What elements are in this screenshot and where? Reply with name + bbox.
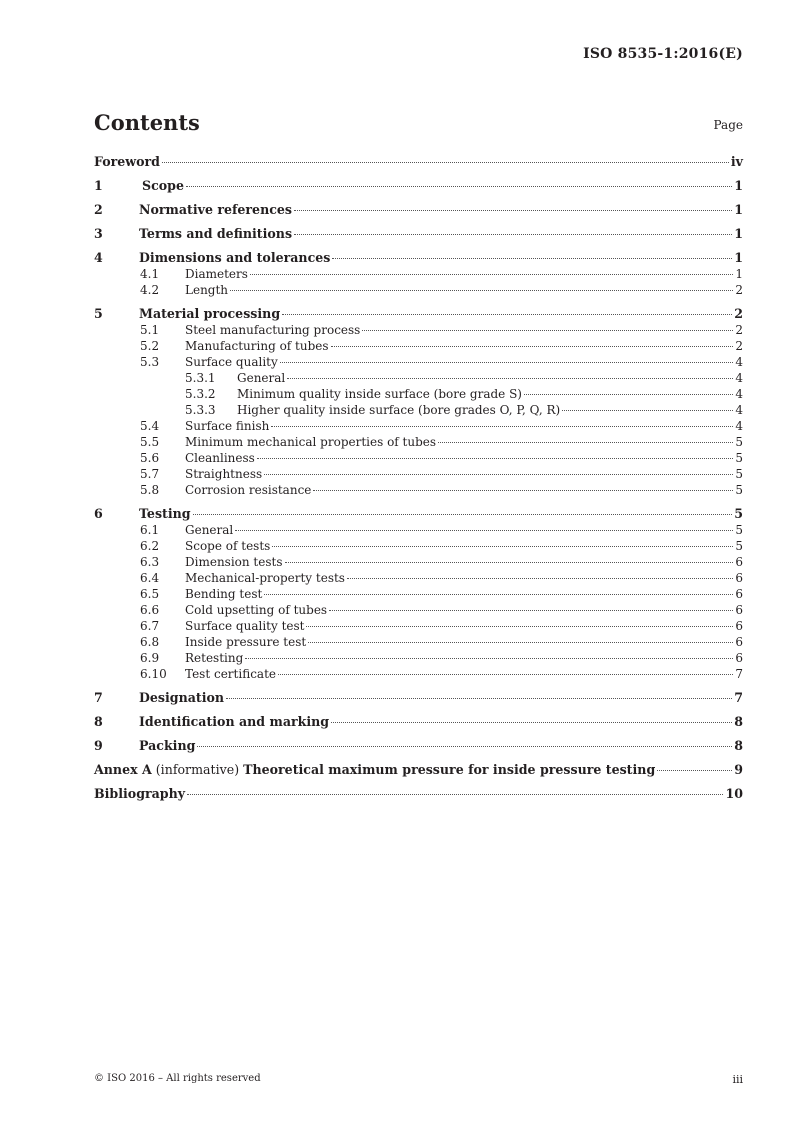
toc-label: Higher quality inside surface (bore grades O, P, Q, R) [237,403,561,417]
dot-leader [294,234,732,235]
toc-page: 6 [735,587,743,601]
toc-page: 1 [734,250,743,265]
toc-label: Material processing [139,306,281,321]
toc-number: 7 [94,690,103,705]
toc-page: 10 [725,786,743,801]
toc-page: 6 [735,571,743,585]
toc-entry-corrosion-resistance[interactable] [94,482,743,498]
toc-entry-identification-and-marking[interactable] [94,714,743,730]
toc-label: Test certificate [185,667,276,681]
toc-entry-diameters[interactable] [94,266,743,282]
toc-page: 5 [735,435,743,449]
dot-leader [362,330,733,331]
toc-label: Straightness [185,467,263,481]
toc-number: 3 [94,226,103,241]
toc-page: 6 [735,555,743,569]
toc-page: 5 [735,467,743,481]
toc-label: Designation [139,690,225,705]
toc-number: 6.10 [140,667,167,681]
toc-page: 5 [735,523,743,537]
dot-leader [278,674,733,675]
toc-entry-minimum-quality-inside-surface[interactable] [94,386,743,402]
toc-label: Minimum mechanical properties of tubes [185,435,437,449]
toc-label: Testing [139,506,191,521]
annex-prefix: Annex A [94,762,152,777]
dot-leader [438,442,733,443]
document-id: ISO 8535-1:2016(E) [583,46,743,62]
toc-entry-straightness[interactable] [94,466,743,482]
toc-number: 5.4 [140,419,160,433]
toc-page: 1 [734,202,743,217]
toc-entry-length[interactable] [94,282,743,298]
dot-leader [313,490,733,491]
toc-page: 2 [735,283,743,297]
toc-label: Terms and definitions [139,226,293,241]
toc-entry-material-processing[interactable] [94,306,743,322]
toc-label: Manufacturing of tubes [185,339,329,353]
toc-label: Mechanical-property tests [185,571,345,585]
toc-page: 8 [734,714,743,729]
toc-entry-steel-manufacturing-process[interactable] [94,322,743,338]
toc-number: 5.1 [140,323,160,337]
toc-label: Surface finish [185,419,270,433]
toc-entry-cleanliness[interactable] [94,450,743,466]
toc-entry-testing[interactable] [94,506,743,522]
toc-number: 6.6 [140,603,160,617]
toc-label: Length [185,283,229,297]
annex-note: (informative) [155,762,240,777]
dot-leader [287,378,733,379]
toc-number: 6.9 [140,651,160,665]
toc-label: Identification and marking [139,714,330,729]
toc-entry-scope[interactable] [94,178,743,194]
toc-page: iv [730,154,743,169]
dot-leader [657,770,732,771]
toc-page: 2 [734,306,743,321]
toc-number: 5.2 [140,339,160,353]
toc-number: 1 [94,178,103,193]
toc-page: 5 [735,483,743,497]
toc-label: Steel manufacturing process [185,323,361,337]
toc-page: 9 [734,762,743,777]
dot-leader [186,186,732,187]
toc-number: 9 [94,738,103,753]
toc-number: 5.3.3 [185,403,216,417]
toc-entry-packing[interactable] [94,738,743,754]
dot-leader [257,458,734,459]
toc-entry-scope-of-tests[interactable] [94,538,743,554]
dot-leader [308,642,733,643]
toc-page: 7 [735,667,743,681]
toc-entry-foreword[interactable] [94,154,743,170]
toc-page: 5 [735,451,743,465]
toc-entry-surface-quality[interactable] [94,354,743,370]
toc-page: 5 [734,506,743,521]
toc-label: General [185,523,234,537]
dot-leader [332,258,732,259]
dot-leader [331,722,732,723]
toc-number: 6.7 [140,619,160,633]
toc-label: Surface quality [185,355,278,369]
toc-label: Normative references [139,202,293,217]
toc-entry-bibliography[interactable] [94,786,743,802]
toc-entry-annex-a[interactable] [94,762,743,778]
dot-leader [264,594,733,595]
toc-label: Bibliography [94,786,186,801]
toc-number: 5.6 [140,451,160,465]
toc-entry-normative-references[interactable] [94,202,743,218]
toc-label: Inside pressure test [185,635,307,649]
toc-label: Cold upsetting of tubes [185,603,328,617]
dot-leader [524,394,733,395]
toc-page: 6 [735,651,743,665]
toc-entry-cold-upsetting[interactable] [94,602,743,618]
toc-number: 6.1 [140,523,160,537]
dot-leader [562,410,733,411]
toc-entry-surface-quality-general[interactable] [94,370,743,386]
toc-page: 7 [734,690,743,705]
toc-label: Diameters [185,267,248,281]
toc-page: 6 [735,619,743,633]
toc-page: 2 [735,339,743,353]
toc-page: 6 [735,603,743,617]
toc-entry-mechanical-property-tests[interactable] [94,570,743,586]
toc-entry-minimum-mechanical-properties[interactable] [94,434,743,450]
toc-page: 5 [735,539,743,553]
toc-label: Dimensions and tolerances [139,250,331,265]
dot-leader [306,626,733,627]
dot-leader [331,346,734,347]
toc-page: 4 [735,419,743,433]
toc-entry-bending-test[interactable] [94,586,743,602]
toc-label: Corrosion resistance [185,483,312,497]
toc-page: 1 [734,178,743,193]
dot-leader [282,314,732,315]
toc-number: 2 [94,202,103,217]
toc-entry-surface-finish[interactable] [94,418,743,434]
toc-page: 6 [735,635,743,649]
toc-label: Dimension tests [185,555,283,569]
dot-leader [271,426,733,427]
toc-entry-terms-and-definitions[interactable] [94,226,743,242]
footer-copyright: © ISO 2016 – All rights reserved [94,1073,261,1084]
toc-page: 2 [735,323,743,337]
dot-leader [347,578,733,579]
toc-number: 6.2 [140,539,160,553]
toc-label: Minimum quality inside surface (bore grade S) [237,387,522,401]
footer-page-number: iii [732,1073,743,1086]
toc-label: Retesting [185,651,244,665]
toc-entry-retesting[interactable] [94,650,743,666]
toc-label: Cleanliness [185,451,255,465]
dot-leader [280,362,734,363]
toc-number: 5.3.2 [185,387,216,401]
page-column-label: Page [713,118,743,132]
toc-label: Theoretical maximum pressure for inside pressure testing [243,762,656,777]
toc-page: 4 [735,403,743,417]
toc-number: 5.3.1 [185,371,216,385]
toc-entry-dimensions-and-tolerances[interactable] [94,250,743,266]
dot-leader [187,794,723,795]
toc-page: 4 [735,355,743,369]
dot-leader [226,698,732,699]
dot-leader [329,610,733,611]
toc-number: 4.1 [140,267,160,281]
toc-entry-higher-quality-inside-surface[interactable] [94,402,743,418]
toc-label: Scope of tests [185,539,271,553]
toc-number: 4 [94,250,103,265]
toc-number: 5 [94,306,103,321]
toc-entry-dimension-tests[interactable] [94,554,743,570]
table-of-contents [94,154,743,802]
toc-entry-test-certificate[interactable] [94,666,743,682]
dot-leader [162,162,729,163]
dot-leader [230,290,733,291]
toc-number: 5.3 [140,355,160,369]
toc-label: Bending test [185,587,263,601]
toc-number: 4.2 [140,283,160,297]
toc-number: 6.5 [140,587,160,601]
dot-leader [197,746,732,747]
toc-number: 6.8 [140,635,160,649]
toc-number: 5.8 [140,483,160,497]
toc-label: Scope [142,178,184,193]
toc-entry-testing-general[interactable] [94,522,743,538]
toc-entry-surface-quality-test[interactable] [94,618,743,634]
toc-page: 4 [735,371,743,385]
toc-label: Surface quality test [185,619,305,633]
dot-leader [245,658,733,659]
page-title: Contents [94,110,200,135]
dot-leader [235,530,733,531]
toc-entry-designation[interactable] [94,690,743,706]
dot-leader [272,546,733,547]
toc-label: Packing [139,738,196,753]
toc-number: 5.7 [140,467,160,481]
toc-number: 6.4 [140,571,160,585]
toc-page: 1 [735,267,743,281]
toc-label: Foreword [94,154,160,169]
toc-page: 1 [734,226,743,241]
toc-number: 6.3 [140,555,160,569]
toc-page: 8 [734,738,743,753]
dot-leader [250,274,733,275]
toc-entry-inside-pressure-test[interactable] [94,634,743,650]
toc-number: 5.5 [140,435,160,449]
toc-entry-manufacturing-of-tubes[interactable] [94,338,743,354]
toc-number: 6 [94,506,103,521]
toc-label: General [237,371,286,385]
toc-page: 4 [735,387,743,401]
dot-leader [285,562,734,563]
dot-leader [193,514,733,515]
dot-leader [264,474,733,475]
dot-leader [294,210,732,211]
toc-number: 8 [94,714,103,729]
